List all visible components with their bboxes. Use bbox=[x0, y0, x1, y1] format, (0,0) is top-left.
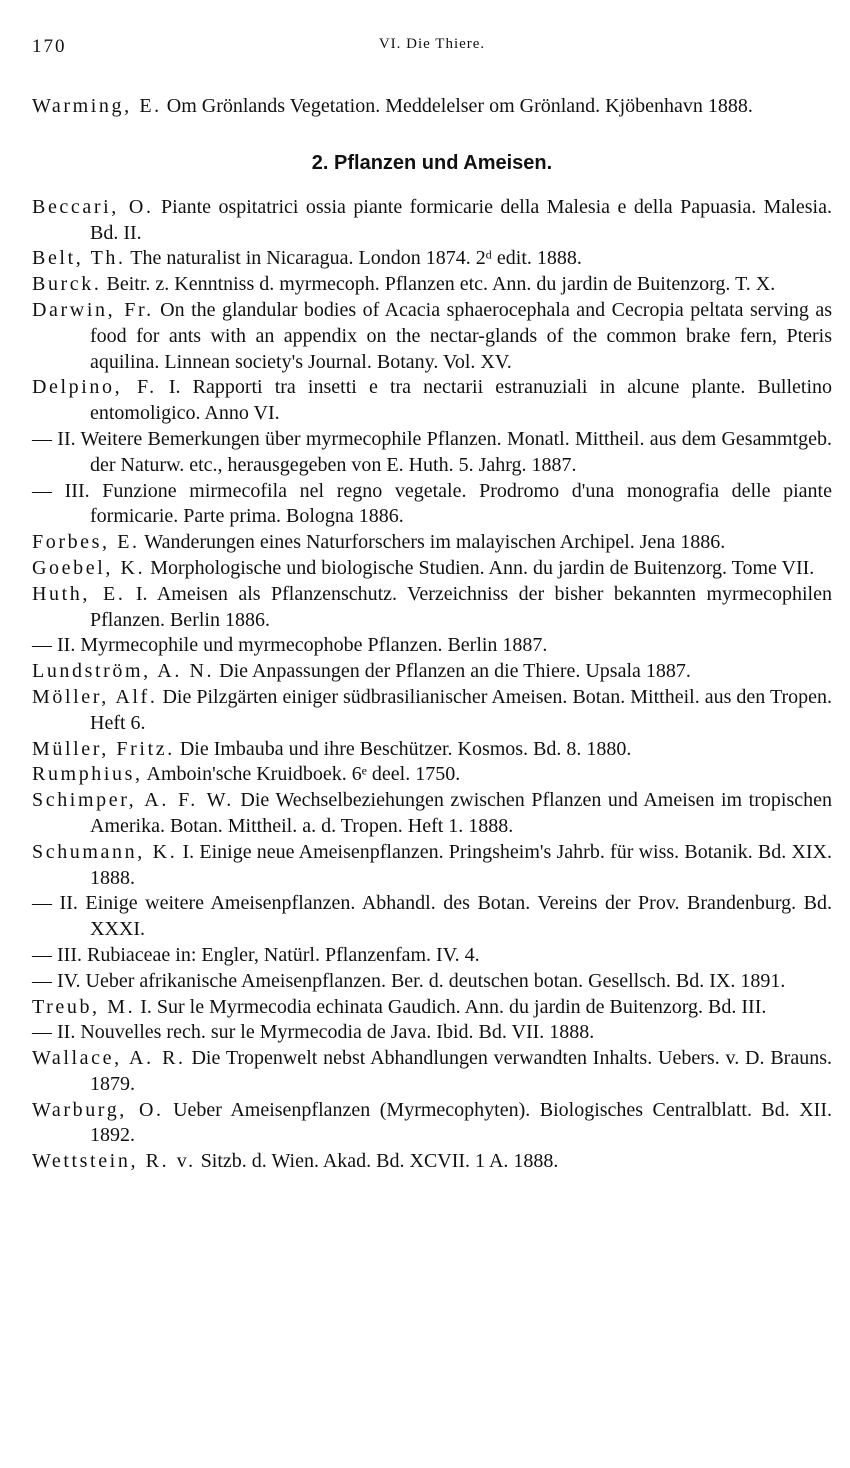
reference-entry bbox=[32, 685, 832, 737]
reference-author: Müller, Fritz. bbox=[32, 737, 175, 760]
reference-text: Die Imbauba und ihre Beschützer. Kosmos. Bd. 8. 1880. bbox=[174, 737, 632, 760]
reference-text: Die Pilzgärten einiger südbrasilianischer Ameisen. Botan. Mittheil. aus den Tropen. Heft 6. bbox=[90, 685, 833, 734]
reference-author: Möller, Alf. bbox=[32, 685, 158, 708]
reference-entry bbox=[32, 737, 832, 763]
reference-author: Huth, E. bbox=[32, 582, 126, 605]
reference-author: Schimper, A. F. W. bbox=[32, 789, 234, 812]
reference-entry bbox=[32, 762, 832, 788]
reference-text: — III. Funzione mirmecofila nel regno vegetale. Prodromo d'una monografia delle piante formicarie. Parte prima. Bologna 1886. bbox=[32, 479, 832, 528]
reference-text: — II. Weitere Bemerkungen über myrmecophile Pflanzen. Monatl. Mittheil. aus dem Gesammtgeb. der Naturw. etc., herausgegeben von E. Huth. 5. Jahrg. 1887. bbox=[32, 427, 832, 476]
preamble-references bbox=[32, 94, 832, 120]
reference-entry bbox=[32, 1098, 832, 1150]
reference-text: Piante ospitatrici ossia piante formicarie della Malesia e della Papuasia. Malesia. Bd. II. bbox=[90, 195, 832, 244]
reference-text: Om Grönlands Vegetation. Meddelelser om Grönland. Kjöbenhavn 1888. bbox=[161, 95, 753, 117]
reference-text: Beitr. z. Kenntniss d. myrmecoph. Pflanzen etc. Ann. du jardin de Buitenzorg. T. X. bbox=[101, 273, 776, 296]
reference-text: I. Ameisen als Pflanzenschutz. Verzeichniss der bisher bekannten myrmecophilen Pflanzen. Berlin 1886. bbox=[90, 582, 832, 631]
reference-entry bbox=[32, 272, 832, 298]
reference-entry bbox=[32, 1046, 832, 1098]
reference-entry bbox=[32, 840, 832, 892]
reference-author: Lundström, A. N. bbox=[32, 660, 215, 683]
reference-entry bbox=[32, 969, 832, 995]
reference-entry bbox=[32, 659, 832, 685]
reference-author: Wettstein, R. v. bbox=[32, 1150, 196, 1173]
reference-text: — III. Rubiaceae in: Engler, Natürl. Pflanzenfam. IV. 4. bbox=[32, 943, 480, 966]
reference-text: Sitzb. d. Wien. Akad. Bd. XCVII. 1 A. 1888. bbox=[195, 1150, 559, 1173]
reference-author: Treub, M. bbox=[32, 995, 136, 1018]
reference-text: On the glandular bodies of Acacia sphaerocephala and Cecropia peltata serving as food for ants with an appendix on the nectar-glands of the common brake fern, Pteris aquilina. Linnean society's Journal. Botany. Vol. XV. bbox=[90, 298, 832, 373]
reference-entry bbox=[32, 530, 832, 556]
reference-author: Warburg, O. bbox=[32, 1098, 164, 1121]
reference-text: Wanderungen eines Naturforschers im malayischen Archipel. Jena 1886. bbox=[139, 531, 726, 554]
reference-author: Forbes, E. bbox=[32, 531, 140, 554]
reference-author: Wallace, A. R. bbox=[32, 1047, 186, 1070]
reference-entry bbox=[32, 556, 832, 582]
reference-entry bbox=[32, 582, 832, 634]
reference-entry bbox=[32, 298, 832, 375]
reference-entry bbox=[32, 246, 832, 272]
reference-author: Delpino, F. bbox=[32, 376, 157, 399]
reference-entry bbox=[32, 94, 832, 120]
reference-text: Die Anpassungen der Pflanzen an die Thiere. Upsala 1887. bbox=[214, 660, 691, 683]
running-head bbox=[32, 36, 832, 66]
reference-text: Die Wechselbeziehungen zwischen Pflanzen und Ameisen im tropischen Amerika. Botan. Mittheil. a. d. Tropen. Heft 1. 1888. bbox=[90, 789, 832, 837]
reference-author: Belt, Th. bbox=[32, 247, 126, 270]
reference-list bbox=[32, 195, 832, 1175]
book-page bbox=[32, 36, 832, 1175]
reference-author: Darwin, Fr. bbox=[32, 298, 154, 321]
reference-text: I. Sur le Myrmecodia echinata Gaudich. Ann. du jardin de Buitenzorg. Bd. III. bbox=[135, 995, 767, 1018]
reference-text: Amboin'sche Kruidboek. 6ᵉ deel. 1750. bbox=[142, 763, 461, 786]
reference-text: Die Tropenwelt nebst Abhandlungen verwandten Inhalts. Uebers. v. D. Brauns. 1879. bbox=[90, 1047, 832, 1095]
reference-author: Goebel, K. bbox=[32, 556, 146, 579]
reference-entry bbox=[32, 195, 832, 247]
reference-author: Rumphius, bbox=[32, 763, 143, 786]
reference-author: Schumann, K. bbox=[32, 840, 178, 863]
page-number: 170 bbox=[32, 36, 67, 57]
reference-author: Warming, E. bbox=[32, 95, 162, 117]
reference-text: — II. Myrmecophile und myrmecophobe Pflanzen. Berlin 1887. bbox=[32, 634, 548, 657]
reference-entry bbox=[32, 375, 832, 427]
chapter-title: VI. Die Thiere. bbox=[378, 36, 486, 52]
reference-entry bbox=[32, 891, 832, 943]
reference-text: — II. Nouvelles rech. sur le Myrmecodia de Java. Ibid. Bd. VII. 1888. bbox=[32, 1021, 595, 1044]
reference-entry bbox=[32, 995, 832, 1021]
reference-entry bbox=[32, 1149, 832, 1175]
section-heading: 2. Pflanzen und Ameisen. bbox=[311, 151, 553, 174]
reference-entry bbox=[32, 1020, 832, 1046]
reference-entry bbox=[32, 943, 832, 969]
reference-text: I. Rapporti tra insetti e tra nectarii estranuziali in alcune plante. Bulletino entomoligico. Anno VI. bbox=[90, 376, 832, 425]
reference-entry bbox=[32, 479, 832, 531]
reference-text: — II. Einige weitere Ameisenpflanzen. Abhandl. des Botan. Vereins der Prov. Brandenburg. Bd. XXXI. bbox=[32, 892, 832, 941]
reference-text: — IV. Ueber afrikanische Ameisenpflanzen. Ber. d. deutschen botan. Gesellsch. Bd. IX. 1891. bbox=[32, 969, 786, 992]
reference-entry bbox=[32, 427, 832, 479]
reference-text: I. Einige neue Ameisenpflanzen. Pringsheim's Jahrb. für wiss. Botanik. Bd. XIX. 1888. bbox=[90, 840, 832, 889]
reference-author: Burck. bbox=[32, 273, 102, 296]
reference-entry bbox=[32, 633, 832, 659]
reference-entry bbox=[32, 788, 832, 840]
reference-author: Beccari, O. bbox=[32, 195, 154, 218]
reference-text: Ueber Ameisenpflanzen (Myrmecophyten). Biologisches Centralblatt. Bd. XII. 1892. bbox=[90, 1098, 832, 1147]
reference-text: Morphologische und biologische Studien. Ann. du jardin de Buitenzorg. Tome VII. bbox=[145, 556, 815, 579]
reference-text: The naturalist in Nicaragua. London 1874. 2ᵈ edit. 1888. bbox=[125, 247, 582, 270]
